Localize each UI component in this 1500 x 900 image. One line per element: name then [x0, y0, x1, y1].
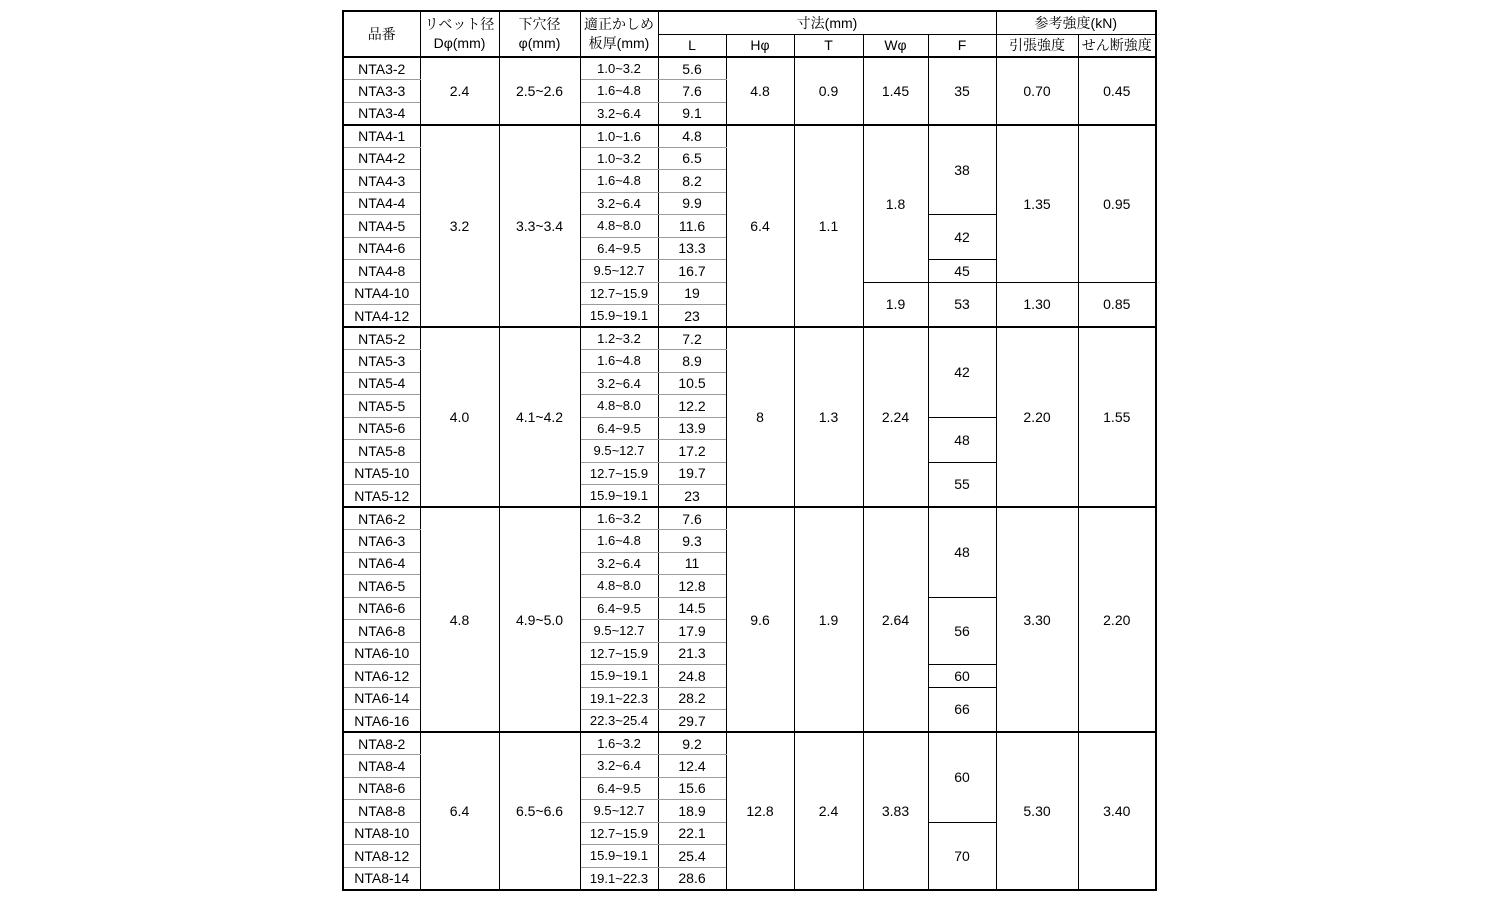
mandrel-dia-cell: 1.45	[863, 57, 928, 125]
part-number-cell: NTA5-8	[343, 440, 420, 463]
table-row	[343, 125, 1156, 148]
rivet-spec-table	[342, 10, 1157, 891]
part-number-cell: NTA8-12	[343, 845, 420, 868]
col-header-rivet-dia-line2: Dφ(mm)	[433, 35, 486, 51]
shear-strength-cell: 0.85	[1078, 282, 1156, 327]
length-cell: 16.7	[658, 260, 726, 283]
part-number-cell: NTA4-12	[343, 305, 420, 328]
grip-range-cell: 19.1~22.3	[580, 687, 658, 710]
f-dim-cell: 38	[928, 125, 996, 215]
col-header-shear: せん断強度	[1078, 34, 1156, 57]
f-dim-cell: 60	[928, 732, 996, 822]
length-cell: 13.3	[658, 237, 726, 260]
part-number-cell: NTA4-4	[343, 192, 420, 215]
length-cell: 7.6	[658, 507, 726, 530]
head-dia-cell: 4.8	[726, 57, 794, 125]
grip-range-cell: 6.4~9.5	[580, 597, 658, 620]
grip-range-cell: 6.4~9.5	[580, 777, 658, 800]
f-dim-cell: 45	[928, 260, 996, 283]
grip-range-cell: 19.1~22.3	[580, 867, 658, 890]
rivet-dia-cell: 2.4	[420, 57, 499, 125]
head-thickness-cell: 1.1	[794, 125, 863, 328]
pilot-hole-cell: 4.9~5.0	[499, 507, 580, 732]
length-cell: 23	[658, 485, 726, 508]
pilot-hole-cell: 4.1~4.2	[499, 327, 580, 507]
col-header-strength: 参考強度(kN)	[996, 11, 1156, 34]
length-cell: 23	[658, 305, 726, 328]
length-cell: 19.7	[658, 462, 726, 485]
shear-strength-cell: 3.40	[1078, 732, 1156, 890]
rivet-dia-cell: 4.8	[420, 507, 499, 732]
grip-range-cell: 6.4~9.5	[580, 237, 658, 260]
length-cell: 15.6	[658, 777, 726, 800]
shear-strength-cell: 2.20	[1078, 507, 1156, 732]
grip-range-cell: 1.6~4.8	[580, 170, 658, 193]
part-number-cell: NTA5-6	[343, 417, 420, 440]
table-row	[343, 57, 1156, 80]
part-number-cell: NTA6-5	[343, 575, 420, 598]
part-number-cell: NTA6-3	[343, 530, 420, 553]
part-number-cell: NTA5-12	[343, 485, 420, 508]
mandrel-dia-cell: 1.8	[863, 125, 928, 283]
length-cell: 11	[658, 552, 726, 575]
col-header-grip-range-line1: 適正かしめ	[584, 16, 654, 32]
length-cell: 22.1	[658, 822, 726, 845]
grip-range-cell: 3.2~6.4	[580, 552, 658, 575]
col-header-t: T	[794, 34, 863, 57]
part-number-cell: NTA4-1	[343, 125, 420, 148]
length-cell: 4.8	[658, 125, 726, 148]
col-header-rivet-dia	[420, 11, 499, 57]
part-number-cell: NTA4-5	[343, 215, 420, 238]
f-dim-cell: 60	[928, 665, 996, 688]
col-header-tensile: 引張強度	[996, 34, 1078, 57]
length-cell: 9.1	[658, 102, 726, 125]
grip-range-cell: 3.2~6.4	[580, 102, 658, 125]
col-header-pilot-hole-line1: 下穴径	[518, 16, 561, 32]
tensile-strength-cell: 5.30	[996, 732, 1078, 890]
tensile-strength-cell: 3.30	[996, 507, 1078, 732]
part-number-cell: NTA4-8	[343, 260, 420, 283]
f-dim-cell: 48	[928, 507, 996, 597]
grip-range-cell: 1.2~3.2	[580, 327, 658, 350]
col-header-grip-range	[580, 11, 658, 57]
length-cell: 17.2	[658, 440, 726, 463]
length-cell: 10.5	[658, 372, 726, 395]
part-number-cell: NTA5-2	[343, 327, 420, 350]
grip-range-cell: 3.2~6.4	[580, 755, 658, 778]
length-cell: 7.2	[658, 327, 726, 350]
length-cell: 9.9	[658, 192, 726, 215]
tensile-strength-cell: 0.70	[996, 57, 1078, 125]
table-row	[343, 327, 1156, 350]
part-number-cell: NTA6-4	[343, 552, 420, 575]
part-number-cell: NTA5-10	[343, 462, 420, 485]
f-dim-cell: 66	[928, 687, 996, 732]
part-number-cell: NTA6-10	[343, 642, 420, 665]
head-dia-cell: 8	[726, 327, 794, 507]
grip-range-cell: 15.9~19.1	[580, 665, 658, 688]
col-header-l: L	[658, 34, 726, 57]
grip-range-cell: 9.5~12.7	[580, 260, 658, 283]
length-cell: 19	[658, 282, 726, 305]
length-cell: 5.6	[658, 57, 726, 80]
shear-strength-cell: 1.55	[1078, 327, 1156, 507]
length-cell: 24.8	[658, 665, 726, 688]
grip-range-cell: 1.6~3.2	[580, 732, 658, 755]
grip-range-cell: 9.5~12.7	[580, 440, 658, 463]
tensile-strength-cell: 1.30	[996, 282, 1078, 327]
mandrel-dia-cell: 2.64	[863, 507, 928, 732]
head-thickness-cell: 1.3	[794, 327, 863, 507]
length-cell: 9.2	[658, 732, 726, 755]
length-cell: 8.2	[658, 170, 726, 193]
length-cell: 13.9	[658, 417, 726, 440]
grip-range-cell: 15.9~19.1	[580, 305, 658, 328]
col-header-part-no: 品番	[343, 11, 420, 57]
shear-strength-cell: 0.45	[1078, 57, 1156, 125]
col-header-w-dia: Wφ	[863, 34, 928, 57]
length-cell: 12.2	[658, 395, 726, 418]
part-number-cell: NTA6-14	[343, 687, 420, 710]
table-header-row-1	[343, 11, 1156, 34]
head-thickness-cell: 2.4	[794, 732, 863, 890]
part-number-cell: NTA6-12	[343, 665, 420, 688]
length-cell: 17.9	[658, 620, 726, 643]
length-cell: 14.5	[658, 597, 726, 620]
length-cell: 11.6	[658, 215, 726, 238]
col-header-f: F	[928, 34, 996, 57]
grip-range-cell: 1.0~3.2	[580, 147, 658, 170]
grip-range-cell: 12.7~15.9	[580, 462, 658, 485]
pilot-hole-cell: 3.3~3.4	[499, 125, 580, 328]
rivet-dia-cell: 3.2	[420, 125, 499, 328]
grip-range-cell: 1.6~4.8	[580, 80, 658, 103]
col-header-grip-range-line2: 板厚(mm)	[588, 35, 650, 51]
f-dim-cell: 55	[928, 462, 996, 507]
f-dim-cell: 53	[928, 282, 996, 327]
col-header-h-dia: Hφ	[726, 34, 794, 57]
grip-range-cell: 1.0~1.6	[580, 125, 658, 148]
f-dim-cell: 70	[928, 822, 996, 890]
grip-range-cell: 9.5~12.7	[580, 800, 658, 823]
grip-range-cell: 1.6~4.8	[580, 350, 658, 373]
grip-range-cell: 12.7~15.9	[580, 282, 658, 305]
grip-range-cell: 6.4~9.5	[580, 417, 658, 440]
part-number-cell: NTA8-14	[343, 867, 420, 890]
part-number-cell: NTA8-2	[343, 732, 420, 755]
head-dia-cell: 6.4	[726, 125, 794, 328]
part-number-cell: NTA4-6	[343, 237, 420, 260]
length-cell: 9.3	[658, 530, 726, 553]
part-number-cell: NTA3-4	[343, 102, 420, 125]
f-dim-cell: 48	[928, 417, 996, 462]
col-header-dimensions: 寸法(mm)	[658, 11, 996, 34]
part-number-cell: NTA5-5	[343, 395, 420, 418]
grip-range-cell: 3.2~6.4	[580, 372, 658, 395]
head-thickness-cell: 1.9	[794, 507, 863, 732]
f-dim-cell: 42	[928, 327, 996, 417]
grip-range-cell: 1.6~4.8	[580, 530, 658, 553]
grip-range-cell: 4.8~8.0	[580, 575, 658, 598]
length-cell: 12.8	[658, 575, 726, 598]
col-header-rivet-dia-line1: リベット径	[424, 16, 495, 32]
part-number-cell: NTA8-10	[343, 822, 420, 845]
part-number-cell: NTA6-8	[343, 620, 420, 643]
head-dia-cell: 12.8	[726, 732, 794, 890]
grip-range-cell: 1.0~3.2	[580, 57, 658, 80]
part-number-cell: NTA5-4	[343, 372, 420, 395]
length-cell: 12.4	[658, 755, 726, 778]
f-dim-cell: 42	[928, 215, 996, 260]
f-dim-cell: 56	[928, 597, 996, 665]
part-number-cell: NTA8-6	[343, 777, 420, 800]
f-dim-cell: 35	[928, 57, 996, 125]
table-row	[343, 732, 1156, 755]
length-cell: 8.9	[658, 350, 726, 373]
head-dia-cell: 9.6	[726, 507, 794, 732]
length-cell: 25.4	[658, 845, 726, 868]
part-number-cell: NTA8-4	[343, 755, 420, 778]
mandrel-dia-cell: 3.83	[863, 732, 928, 890]
pilot-hole-cell: 2.5~2.6	[499, 57, 580, 125]
col-header-pilot-hole-line2: φ(mm)	[518, 35, 561, 51]
rivet-dia-cell: 6.4	[420, 732, 499, 890]
mandrel-dia-cell: 1.9	[863, 282, 928, 327]
length-cell: 28.6	[658, 867, 726, 890]
part-number-cell: NTA4-3	[343, 170, 420, 193]
part-number-cell: NTA6-6	[343, 597, 420, 620]
grip-range-cell: 9.5~12.7	[580, 620, 658, 643]
pilot-hole-cell: 6.5~6.6	[499, 732, 580, 890]
part-number-cell: NTA6-2	[343, 507, 420, 530]
rivet-dia-cell: 4.0	[420, 327, 499, 507]
tensile-strength-cell: 2.20	[996, 327, 1078, 507]
part-number-cell: NTA6-16	[343, 710, 420, 733]
table-row	[343, 507, 1156, 530]
length-cell: 7.6	[658, 80, 726, 103]
grip-range-cell: 12.7~15.9	[580, 642, 658, 665]
part-number-cell: NTA3-3	[343, 80, 420, 103]
grip-range-cell: 4.8~8.0	[580, 395, 658, 418]
grip-range-cell: 4.8~8.0	[580, 215, 658, 238]
mandrel-dia-cell: 2.24	[863, 327, 928, 507]
grip-range-cell: 22.3~25.4	[580, 710, 658, 733]
part-number-cell: NTA4-2	[343, 147, 420, 170]
grip-range-cell: 12.7~15.9	[580, 822, 658, 845]
length-cell: 29.7	[658, 710, 726, 733]
col-header-pilot-hole	[499, 11, 580, 57]
length-cell: 21.3	[658, 642, 726, 665]
part-number-cell: NTA8-8	[343, 800, 420, 823]
head-thickness-cell: 0.9	[794, 57, 863, 125]
length-cell: 28.2	[658, 687, 726, 710]
length-cell: 18.9	[658, 800, 726, 823]
part-number-cell: NTA5-3	[343, 350, 420, 373]
shear-strength-cell: 0.95	[1078, 125, 1156, 283]
grip-range-cell: 15.9~19.1	[580, 485, 658, 508]
part-number-cell: NTA4-10	[343, 282, 420, 305]
grip-range-cell: 1.6~3.2	[580, 507, 658, 530]
grip-range-cell: 3.2~6.4	[580, 192, 658, 215]
grip-range-cell: 15.9~19.1	[580, 845, 658, 868]
length-cell: 6.5	[658, 147, 726, 170]
part-number-cell: NTA3-2	[343, 57, 420, 80]
tensile-strength-cell: 1.35	[996, 125, 1078, 283]
